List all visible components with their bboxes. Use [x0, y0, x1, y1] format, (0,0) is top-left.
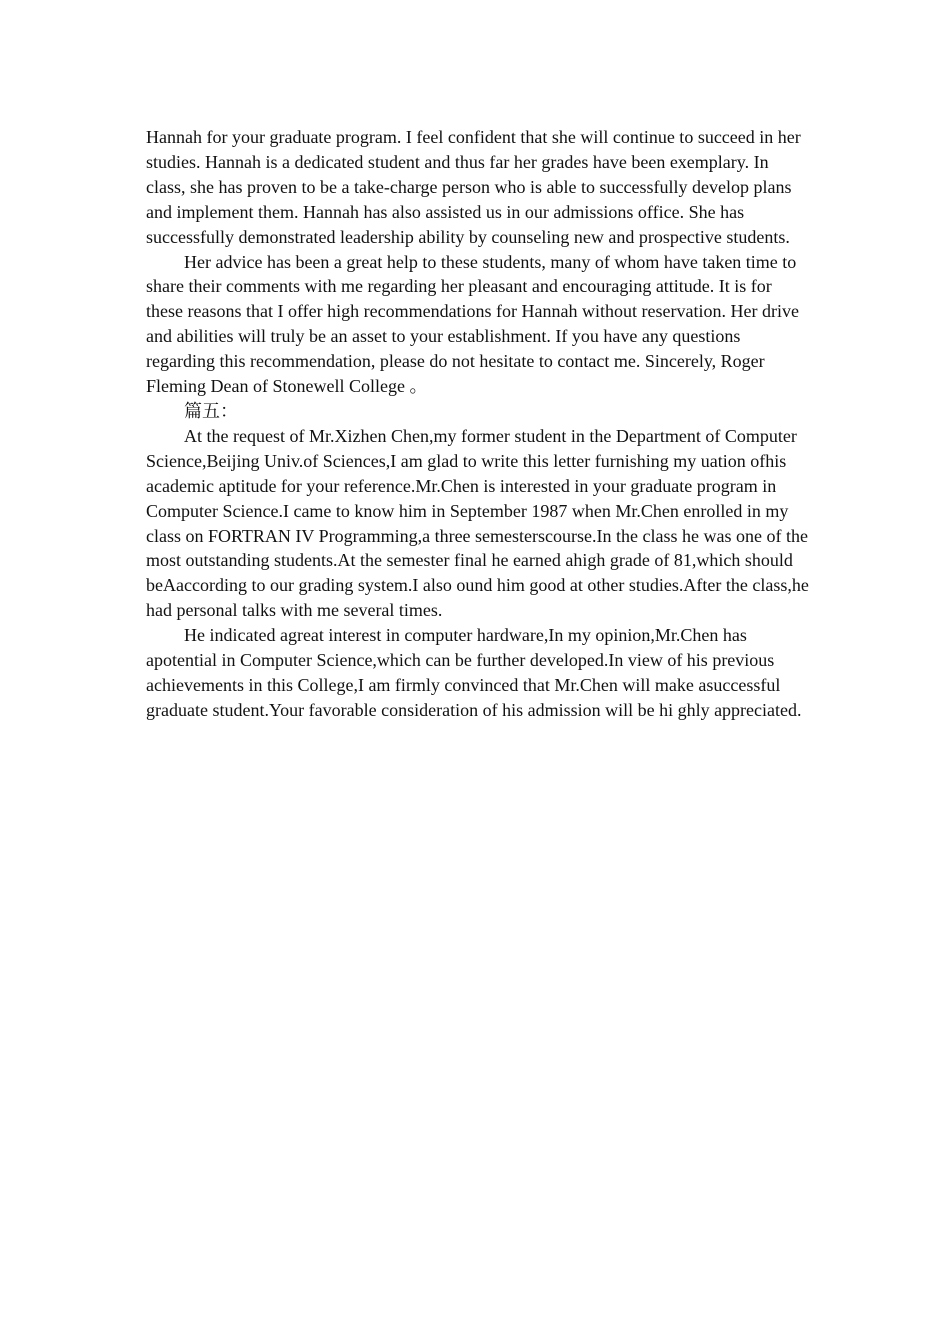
- paragraph-chen-conclusion: He indicated agreat interest in computer hardware,In my opinion,Mr.Chen has apotential in Computer Science,which can be further developed.In view of his previous achievements in this College,I am firmly convinced that Mr.Chen will make asuccessful graduate student.Your favorable consideration of his admission will be hi ghly appreciated.: [146, 625, 802, 720]
- document-body: [146, 125, 810, 723]
- paragraph-hannah-advice: Her advice has been a great help to these students, many of whom have taken time to share their comments with me regarding her pleasant and encouraging attitude. It is for these reasons that I offer high recommendations for Hannah without reservation. Her drive and abilities will truly be an asset to your establishment. If you have any questions regarding this recommendation, please do not hesitate to contact me. Sincerely, Roger Fleming Dean of Stonewell College 。: [146, 251, 799, 397]
- paragraph-hannah-intro: Hannah for your graduate program. I feel confident that she will continue to succeed in her studies. Hannah is a dedicated student and thus far her grades have been exemplary. In class, she has proven to be a take-charge person who is able to successfully develop plans and implement them. Hannah has also assisted us in our admissions office. She has successfully demonstrated leadership ability by counseling new and prospective students.: [146, 127, 801, 247]
- section-heading: 篇五：: [184, 400, 238, 421]
- paragraph-chen-request: At the request of Mr.Xizhen Chen,my former student in the Department of Computer Science,Beijing Univ.of Sciences,I am glad to write this letter furnishing my uation ofhis academic aptitude for your reference.Mr.Chen is interested in your graduate program in Computer Science.I came to know him in September 1987 when Mr.Chen enrolled in my class on FORTRAN IV Programming,a three semesterscourse.In the class he was one of the most outstanding students.At the semester final he earned ahigh grade of 81,which should beAaccording to our grading system.I also ound him good at other studies.After the class,he had personal talks with me several times.: [146, 425, 809, 621]
